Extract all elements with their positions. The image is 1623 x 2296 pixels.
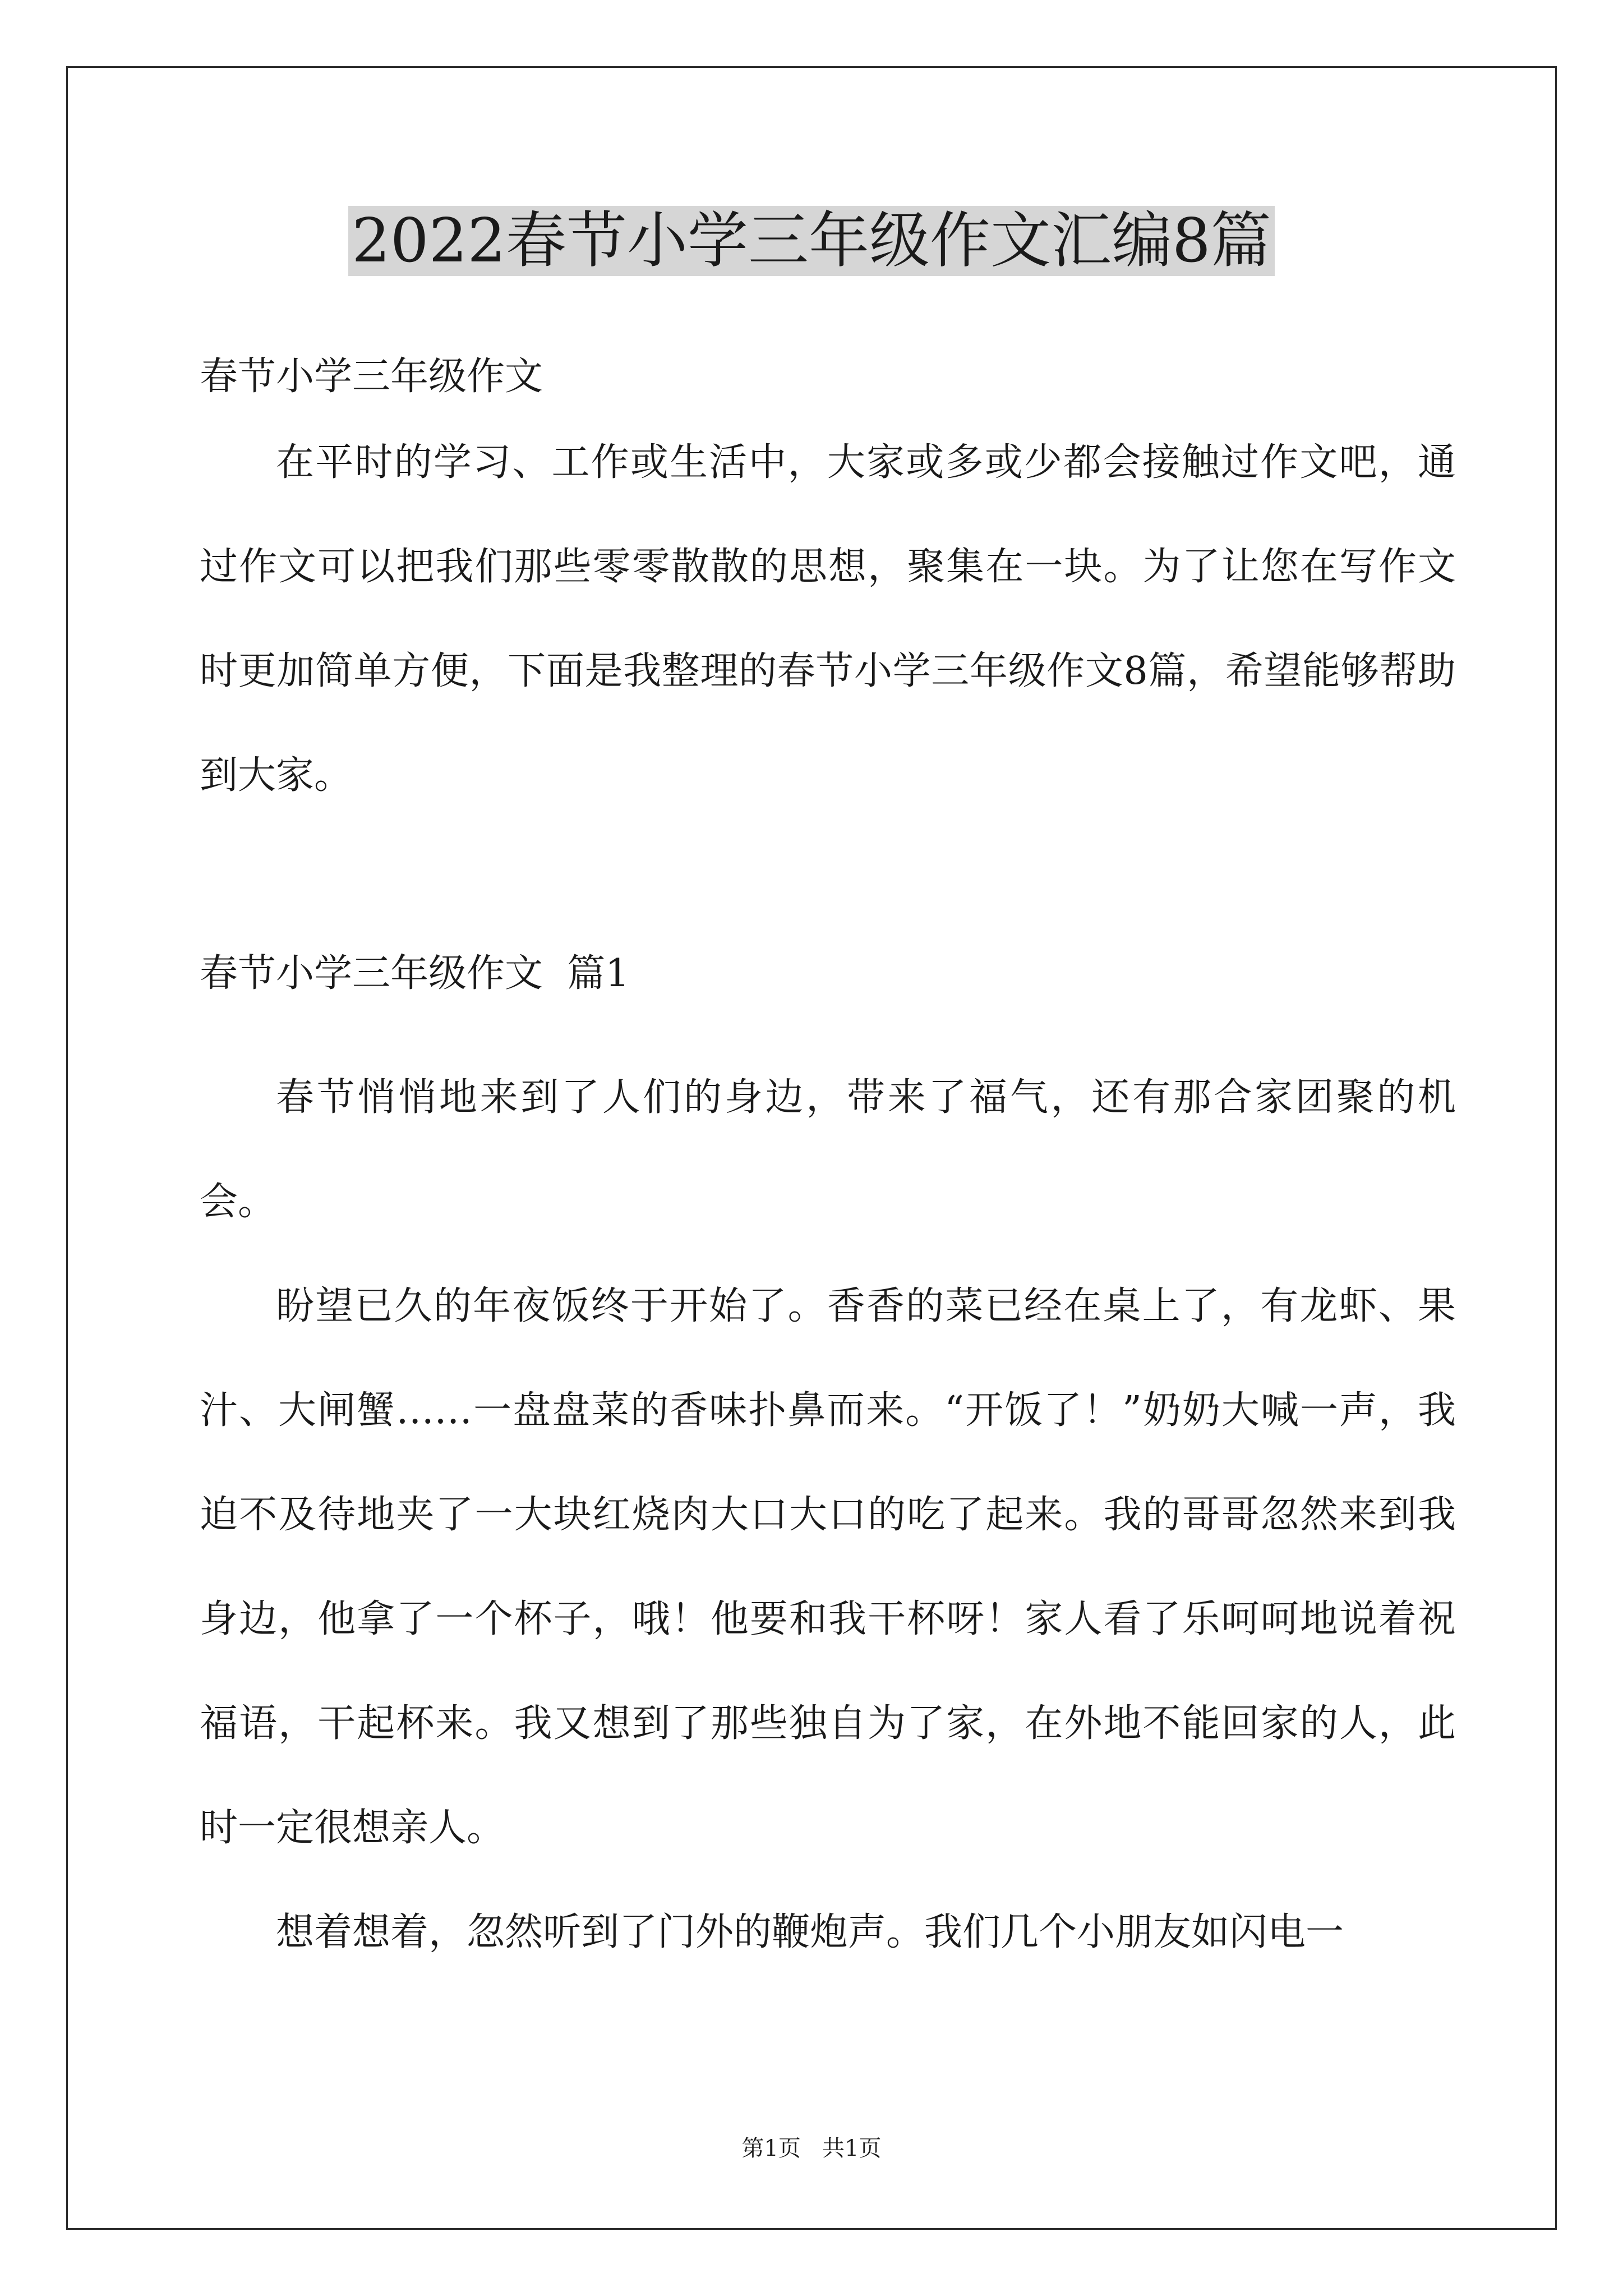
- document-title-text: 2022春节小学三年级作文汇编8篇: [348, 206, 1275, 276]
- intro-paragraph: 在平时的学习、工作或生活中，大家或多或少都会接触过作文吧，通过作文可以把我们那些零零散散的思想，聚集在一块。为了让您在写作文时更加简单方便，下面是我整理的春节小学三年级作文8篇，希望能够帮助到大家。: [200, 440, 1456, 798]
- document-body: [200, 343, 1456, 1985]
- section-heading: 春节小学三年级作文: [200, 355, 543, 399]
- article-paragraph: 想着想着，忽然听到了门外的鞭炮声。我们几个小朋友如闪电一: [276, 1910, 1344, 1954]
- page-footer: 第1页 共1页: [741, 2136, 882, 2161]
- article-paragraph: 盼望已久的年夜饭终于开始了。香香的菜已经在桌上了，有龙虾、果汁、大闸蟹……一盘盘菜的香味扑鼻而来。“开饭了！”奶奶大喊一声，我迫不及待地夹了一大块红烧肉大口大口的吃了起来。我的哥哥忽然来到我身边，他拿了一个杯子，哦！他要和我干杯呀！家人看了乐呵呵地说着祝福语，干起杯来。我又想到了那些独自为了家，在外地不能回家的人，此时一定很想亲人。: [200, 1284, 1456, 1850]
- spacer: [200, 1007, 1456, 1046]
- spacer: [200, 828, 1456, 940]
- article-heading: 春节小学三年级作文 篇1: [200, 951, 630, 996]
- article-paragraph: 春节悄悄地来到了人们的身边，带来了福气，还有那合家团聚的机会。: [200, 1075, 1456, 1224]
- document-title: [0, 202, 1623, 280]
